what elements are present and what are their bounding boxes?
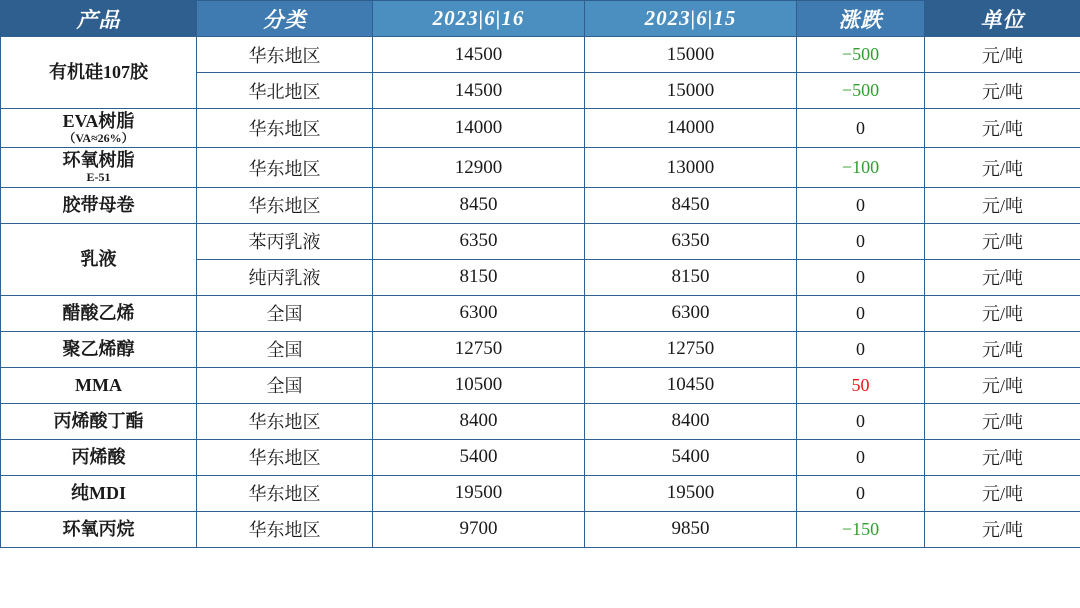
product-subtitle: E-51 xyxy=(86,170,111,185)
cell-change: 0 xyxy=(797,295,925,331)
cell-change: 50 xyxy=(797,367,925,403)
cell-product xyxy=(1,223,197,295)
cell-change: 0 xyxy=(797,109,925,148)
cell-price-yesterday: 9850 xyxy=(585,511,797,547)
cell-category: 华东地区 xyxy=(197,109,373,148)
column-header-date-yesterday: 2023|6|15 xyxy=(585,1,797,37)
cell-price-today: 6350 xyxy=(373,223,585,259)
cell-category: 华东地区 xyxy=(197,439,373,475)
table-row xyxy=(1,331,1080,367)
cell-product xyxy=(1,295,197,331)
table-row xyxy=(1,295,1080,331)
cell-category: 华东地区 xyxy=(197,148,373,187)
cell-price-today: 8400 xyxy=(373,403,585,439)
cell-price-today: 12900 xyxy=(373,148,585,187)
cell-price-today: 10500 xyxy=(373,367,585,403)
cell-price-yesterday: 15000 xyxy=(585,37,797,73)
cell-category: 全国 xyxy=(197,367,373,403)
cell-price-today: 8150 xyxy=(373,259,585,295)
cell-unit: 元/吨 xyxy=(925,109,1080,148)
table-row xyxy=(1,223,1080,259)
column-header-change: 涨跌 xyxy=(797,1,925,37)
cell-product xyxy=(1,187,197,223)
cell-unit: 元/吨 xyxy=(925,223,1080,259)
cell-category: 华东地区 xyxy=(197,37,373,73)
cell-product xyxy=(1,403,197,439)
header-row xyxy=(1,1,1080,37)
cell-price-yesterday: 14000 xyxy=(585,109,797,148)
cell-category: 华东地区 xyxy=(197,403,373,439)
product-name: 环氧丙烷 xyxy=(62,519,135,540)
cell-price-yesterday: 6350 xyxy=(585,223,797,259)
table-row xyxy=(1,187,1080,223)
cell-price-today: 19500 xyxy=(373,475,585,511)
cell-price-yesterday: 13000 xyxy=(585,148,797,187)
column-header-product: 产品 xyxy=(1,1,197,37)
cell-change: −150 xyxy=(797,511,925,547)
product-name: EVA树脂 xyxy=(62,111,135,131)
table-row xyxy=(1,475,1080,511)
cell-product xyxy=(1,148,197,187)
cell-category: 纯丙乳液 xyxy=(197,259,373,295)
column-header-category: 分类 xyxy=(197,1,373,37)
product-name: 胶带母卷 xyxy=(62,195,135,216)
cell-price-today: 6300 xyxy=(373,295,585,331)
product-subtitle: （VA≈26%） xyxy=(63,130,134,145)
cell-product xyxy=(1,475,197,511)
cell-price-today: 14500 xyxy=(373,73,585,109)
table-row xyxy=(1,439,1080,475)
cell-product xyxy=(1,367,197,403)
cell-price-yesterday: 19500 xyxy=(585,475,797,511)
table-row xyxy=(1,403,1080,439)
cell-unit: 元/吨 xyxy=(925,295,1080,331)
cell-change: 0 xyxy=(797,259,925,295)
cell-price-today: 14000 xyxy=(373,109,585,148)
product-name: 聚乙烯醇 xyxy=(62,339,135,360)
table-row xyxy=(1,511,1080,547)
cell-price-yesterday: 5400 xyxy=(585,439,797,475)
cell-price-today: 14500 xyxy=(373,37,585,73)
cell-change: −500 xyxy=(797,37,925,73)
cell-unit: 元/吨 xyxy=(925,259,1080,295)
product-name: 丙烯酸 xyxy=(71,447,126,468)
cell-product xyxy=(1,331,197,367)
cell-unit: 元/吨 xyxy=(925,187,1080,223)
cell-change: 0 xyxy=(797,439,925,475)
cell-category: 华东地区 xyxy=(197,187,373,223)
cell-change: 0 xyxy=(797,475,925,511)
cell-unit: 元/吨 xyxy=(925,37,1080,73)
cell-unit: 元/吨 xyxy=(925,475,1080,511)
product-name: 纯MDI xyxy=(71,483,126,504)
cell-unit: 元/吨 xyxy=(925,331,1080,367)
product-name: 丙烯酸丁酯 xyxy=(53,411,144,432)
cell-price-yesterday: 6300 xyxy=(585,295,797,331)
cell-price-yesterday: 12750 xyxy=(585,331,797,367)
cell-product xyxy=(1,109,197,148)
cell-price-yesterday: 15000 xyxy=(585,73,797,109)
table-header xyxy=(1,1,1080,37)
cell-category: 全国 xyxy=(197,331,373,367)
cell-unit: 元/吨 xyxy=(925,439,1080,475)
table-row xyxy=(1,148,1080,187)
cell-category: 华东地区 xyxy=(197,511,373,547)
cell-category: 苯丙乳液 xyxy=(197,223,373,259)
cell-change: 0 xyxy=(797,403,925,439)
cell-unit: 元/吨 xyxy=(925,148,1080,187)
cell-category: 全国 xyxy=(197,295,373,331)
cell-category: 华北地区 xyxy=(197,73,373,109)
table-row xyxy=(1,37,1080,73)
table-row xyxy=(1,109,1080,148)
product-name: 有机硅107胶 xyxy=(49,62,148,83)
cell-price-today: 9700 xyxy=(373,511,585,547)
cell-product xyxy=(1,511,197,547)
cell-category: 华东地区 xyxy=(197,475,373,511)
column-header-unit: 单位 xyxy=(925,1,1080,37)
cell-unit: 元/吨 xyxy=(925,403,1080,439)
cell-price-yesterday: 8400 xyxy=(585,403,797,439)
cell-unit: 元/吨 xyxy=(925,367,1080,403)
bottom-strip xyxy=(0,603,1080,608)
cell-price-yesterday: 10450 xyxy=(585,367,797,403)
column-header-date-today: 2023|6|16 xyxy=(373,1,585,37)
cell-change: 0 xyxy=(797,331,925,367)
cell-price-yesterday: 8450 xyxy=(585,187,797,223)
product-name: 醋酸乙烯 xyxy=(62,303,135,324)
cell-price-today: 12750 xyxy=(373,331,585,367)
cell-price-today: 5400 xyxy=(373,439,585,475)
cell-change: −100 xyxy=(797,148,925,187)
cell-unit: 元/吨 xyxy=(925,73,1080,109)
table-row xyxy=(1,367,1080,403)
cell-price-yesterday: 8150 xyxy=(585,259,797,295)
cell-unit: 元/吨 xyxy=(925,511,1080,547)
product-name: 环氧树脂 xyxy=(62,150,135,171)
cell-change: 0 xyxy=(797,223,925,259)
cell-product xyxy=(1,439,197,475)
product-name: 乳液 xyxy=(80,249,117,270)
product-name: MMA xyxy=(75,375,122,396)
cell-change: 0 xyxy=(797,187,925,223)
cell-price-today: 8450 xyxy=(373,187,585,223)
table-body xyxy=(1,37,1080,548)
cell-product xyxy=(1,37,197,109)
cell-change: −500 xyxy=(797,73,925,109)
